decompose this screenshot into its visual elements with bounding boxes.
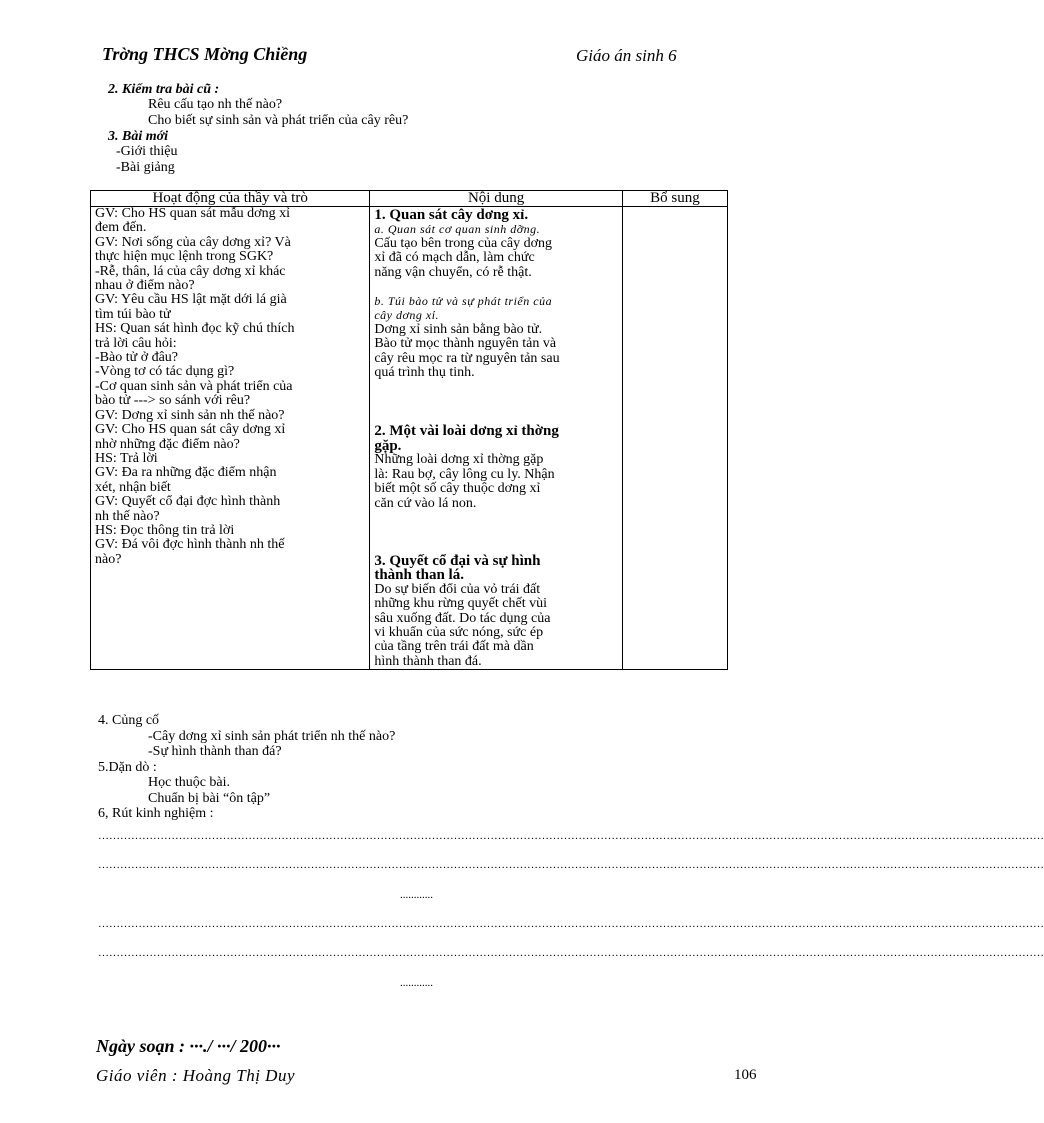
activity-line: xét, nhận biết [95, 479, 171, 495]
note-line: …………………………………………………………………………………………………………………………………………………………………………………………………………………………………… [98, 918, 1044, 930]
section-3-item-2: -Bài giảng [116, 160, 175, 175]
section-1b-heading: b. Túi bào tử và sự phát triển của [374, 294, 553, 309]
section-3-heading: thành than lá. [374, 567, 464, 584]
header-notes: Bổ sung [622, 191, 727, 207]
content-line: những khu rừng quyết chết vùi [374, 596, 547, 612]
table-body-row [91, 207, 728, 670]
preparation-date: Ngày soạn : ···./ ···/ 200··· [96, 1036, 281, 1056]
section-2-heading: gặp. [374, 437, 402, 454]
activity-line: HS: Trả lời [95, 450, 158, 466]
header-content: Nội dung [370, 191, 623, 207]
content-line: xỉ đã có mạch dẫn, làm chức [374, 250, 535, 266]
activity-line: -Bào tử ở đâu? [95, 350, 179, 366]
notes-cell [622, 207, 727, 670]
activity-line: nh thế nào? [95, 508, 160, 524]
content-line: Do sự biến đổi của vỏ trái đất [374, 581, 541, 597]
header-activities: Hoạt động của thầy và trò [91, 191, 370, 207]
activity-line: GV: Cho HS quan sát cây dơng xỉ [95, 422, 286, 438]
section-3-heading: 3. Quyết cổ đại và sự hình [374, 552, 541, 569]
section-4-title: 4. Củng cố [98, 713, 160, 728]
subject-title: Giáo án sinh 6 [576, 46, 677, 65]
content-line: biết một số cây thuộc dơng xỉ [374, 481, 541, 497]
activity-line: HS: Đọc thông tin trả lời [95, 522, 235, 538]
lesson-table [90, 190, 728, 670]
activity-line: GV: Cho HS quan sát mẫu dơng xỉ [95, 206, 290, 221]
activity-line: GV: Đá vôi đợc hình thành nh thế [95, 537, 285, 553]
note-line: …………………………………………………………………………………………………………………………………………………………………………………………………………………………………… [98, 947, 1044, 959]
school-name: Trờng THCS Mờng Chiềng [102, 44, 308, 64]
activity-line: -Vòng tơ có tác dụng gì? [95, 364, 235, 380]
section-4-item-1: -Cây dơng xỉ sinh sản phát triển nh thế nào? [148, 729, 396, 744]
section-4-item-2: -Sự hình thành than đá? [148, 744, 282, 759]
content-line: là: Rau bợ, cây lông cu ly. Nhận [374, 466, 555, 482]
section-1a-heading: a. Quan sát cơ quan sinh dỡng. [374, 222, 541, 237]
content-line: năng vận chuyển, có rễ thật. [374, 264, 532, 280]
activity-line: tìm túi bào tử [95, 306, 171, 322]
activity-line: trả lời câu hỏi: [95, 335, 177, 351]
section-3-title: 3. Bài mới [108, 129, 169, 144]
activity-line: thực hiện mục lệnh trong SGK? [95, 249, 274, 265]
activity-line: bào tử ---> so sánh với rêu? [95, 393, 251, 409]
table-header-row [91, 191, 728, 207]
section-5-item-1: Học thuộc bài. [148, 775, 231, 790]
activity-line: GV: Yêu cầu HS lật mặt dới lá già [95, 292, 287, 308]
content-line: hình thành than đá. [374, 653, 482, 669]
activities-cell [91, 207, 370, 670]
teacher-name: Giáo viên : Hoàng Thị Duy [96, 1066, 296, 1085]
note-line: …………………………………………………………………………………………………………………………………………………………………………………………………………………………………… [98, 830, 1044, 842]
section-6-title: 6, Rút kinh nghiệm : [98, 806, 214, 821]
activity-line: GV: Nơi sống của cây dơng xỉ? Và [95, 234, 291, 250]
activity-line: -Cơ quan sinh sản và phát triển của [95, 378, 293, 394]
activity-line: GV: Đa ra những đặc điểm nhận [95, 465, 277, 481]
page-number: 106 [734, 1067, 757, 1083]
activity-line: -Rễ, thân, lá của cây dơng xỉ khác [95, 263, 286, 279]
section-1b-heading: cây dơng xỉ. [374, 308, 440, 323]
activity-line: nhờ những đặc điểm nào? [95, 436, 240, 452]
content-line: của tầng trên trái đất mà dần [374, 639, 534, 655]
content-line: sâu xuống đất. Do tác dụng của [374, 610, 551, 626]
section-5-item-2: Chuẩn bị bài “ôn tập” [148, 791, 271, 806]
section-2-title: 2. Kiểm tra bài cũ : [108, 82, 220, 97]
activity-line: nhau ở điểm nào? [95, 278, 195, 294]
section-2-heading: 2. Một vài loài dơng xỉ thờng [374, 423, 559, 440]
note-line: …………………………………………………………………………………………………………………………………………………………………………………………………………………………………… [98, 859, 1044, 871]
activity-line: GV: Dơng xỉ sinh sản nh thế nào? [95, 407, 285, 423]
content-line: Dơng xỉ sinh sản bằng bào tử. [374, 321, 543, 337]
note-line-short: ............ [400, 889, 433, 901]
activity-line: HS: Quan sát hình đọc kỹ chú thích [95, 321, 295, 337]
note-line-short: ............ [400, 977, 433, 989]
content-line: cây rêu mọc ra từ nguyên tản sau [374, 350, 560, 366]
section-5-title: 5.Dặn dò : [98, 760, 157, 775]
content-line: Những loài dơng xỉ thờng gặp [374, 452, 544, 468]
activity-line: đem đến. [95, 220, 147, 236]
content-cell [370, 207, 623, 670]
section-2-question-2: Cho biết sự sinh sản và phát triển của cây rêu? [148, 113, 409, 128]
section-1-heading: 1. Quan sát cây dơng xỉ. [374, 207, 529, 223]
section-2-question-1: Rêu cấu tạo nh thế nào? [148, 97, 283, 112]
content-line: căn cứ vào lá non. [374, 495, 477, 511]
section-3-item-1: -Giới thiệu [116, 144, 178, 159]
activity-line: GV: Quyết cổ đại đợc hình thành [95, 494, 281, 510]
activity-line: nào? [95, 551, 122, 567]
content-line: vi khuẩn của sức nóng, sức ép [374, 624, 544, 640]
content-line: Bào tử mọc thành nguyên tản và [374, 336, 557, 352]
content-line: quá trình thụ tinh. [374, 365, 475, 381]
content-line: Cấu tạo bên trong của cây dơng [374, 235, 553, 251]
